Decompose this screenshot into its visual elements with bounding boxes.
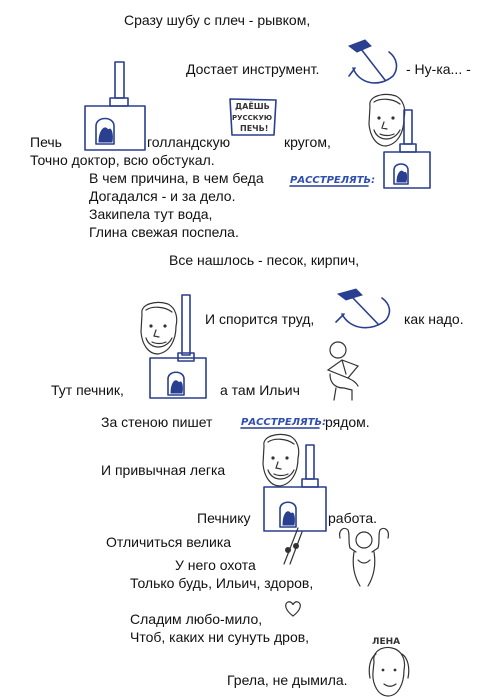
hammer-sickle-icon [334, 288, 398, 334]
portrait-label: ЛЕНА [372, 637, 401, 647]
flexing-man-icon [336, 524, 392, 590]
poem-line-2-end: - Ну-ка... - [406, 61, 471, 77]
poem-line-3-end: кругом, [284, 134, 331, 150]
stamp-text: РАССТРЕЛЯТЬ: [241, 417, 327, 428]
poem-line-3-mid: голландскую [147, 134, 231, 150]
poem-line-17: Только будь, Ильич, здоров, [130, 575, 314, 591]
poem-line-12-start: За стеною пишет [101, 414, 213, 430]
poem-line-12-end: рядом. [325, 414, 370, 430]
poem-line-11-start: Тут печник, [51, 382, 124, 398]
poem-line-7: Закипела тут вода, [89, 206, 213, 222]
poem-line-15: Отличиться велика [106, 534, 232, 550]
sign-line-1: ДАЁШЬ [235, 102, 270, 111]
poem-line-5: В чем причина, в чем беда [89, 170, 264, 186]
stamp-text: РАССТРЕЛЯТЬ: [290, 175, 376, 186]
stove-icon [82, 60, 148, 152]
stove-icon [262, 443, 330, 533]
poem-line-4: Точно доктор, всю обстукал. [30, 152, 215, 168]
poem-line-13: И привычная легка [101, 462, 226, 478]
poem-line-20: Грела, не дымила. [227, 672, 348, 688]
poem-line-8: Глина свежая поспела. [89, 224, 239, 240]
execution-stamp [290, 171, 374, 189]
poem-line-1: Сразу шубу с плеч - рывком, [124, 12, 311, 28]
poem-line-10-end: как надо. [404, 311, 464, 327]
poem-line-3-start: Печь [30, 134, 62, 150]
sign-line-3: ПЕЧЬ! [240, 124, 269, 133]
hammer-sickle-icon [345, 38, 401, 90]
poem-line-18: Сладим любо-мило, [130, 611, 263, 627]
poem-line-16: У него охота [175, 557, 256, 573]
poem-line-19: Чтоб, каких ни сунуть дров, [130, 629, 310, 645]
stove-icon [382, 108, 434, 190]
sign-line-2: РУССКУЮ [232, 114, 273, 122]
execution-stamp [241, 413, 325, 431]
matches-icon [278, 524, 308, 568]
poem-line-10-start: И спорится труд, [205, 311, 315, 327]
poem-line-14-end: работа. [328, 510, 377, 526]
poem-line-14-start: Печнику [197, 510, 251, 526]
poem-line-2: Достает инструмент. [186, 61, 320, 77]
stove-icon [148, 355, 210, 401]
heart-icon [283, 600, 303, 618]
poem-line-9: Все нашлось - песок, кирпич, [169, 252, 360, 268]
portrait-icon [364, 634, 414, 700]
reader-icon [318, 340, 366, 402]
slogan-sign [228, 97, 280, 141]
poem-line-6: Догадался - и за дело. [89, 188, 236, 204]
stove-icon [170, 293, 206, 363]
poem-line-11-end: а там Ильич [220, 382, 300, 398]
